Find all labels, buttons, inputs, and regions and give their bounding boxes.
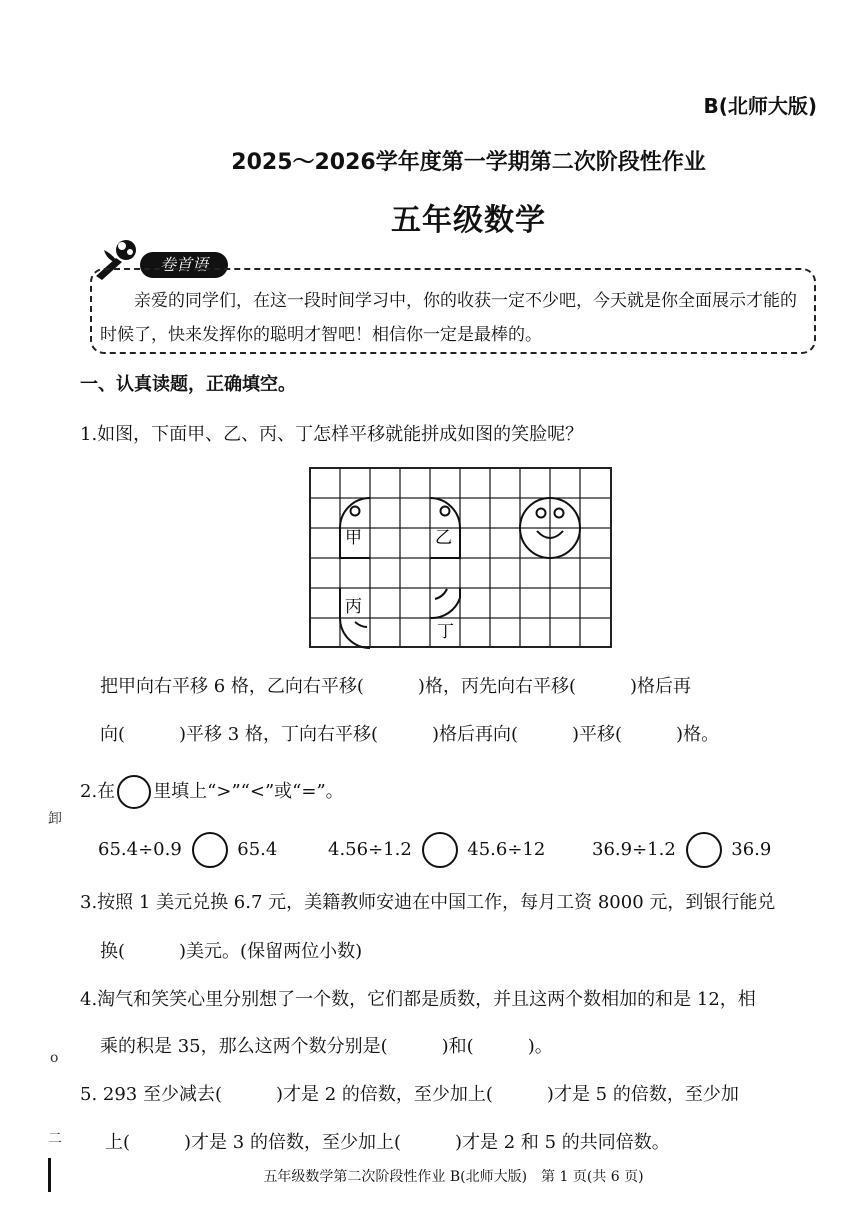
compare-item-1 [98, 832, 277, 868]
exam-title: 2025～2026学年度第一学期第二次阶段性作业 [231, 150, 706, 175]
compare-item-3 [592, 832, 771, 868]
compare-left: 65.4÷0.9 [98, 839, 182, 860]
compare-right: 45.6÷12 [467, 839, 546, 860]
answer-circle[interactable] [192, 832, 228, 868]
subject-title: 五年级数学 [391, 203, 546, 238]
margin-mark-a: 卸 [48, 811, 62, 827]
section-heading: 一、认真读题，正确填空。 [80, 374, 296, 395]
answer-circle[interactable] [422, 832, 458, 868]
margin-mark-c: 二 [48, 1131, 62, 1147]
question-4-line-1: 4.淘气和笑笑心里分别想了一个数，它们都是质数，并且这两个数相加的和是 12，相 [80, 989, 756, 1010]
question-1-line-2: 向( )平移 3 格，丁向右平移( )格后再向( )平移( )格。 [100, 724, 720, 745]
question-1-line-1: 把甲向右平移 6 格，乙向右平移( )格，丙先向右平移( )格后再 [100, 676, 691, 697]
compare-left: 36.9÷1.2 [592, 839, 676, 860]
question-2-prompt [80, 775, 344, 809]
blank-circle-icon [117, 775, 151, 809]
page-footer: 五年级数学第二次阶段性作业 B(北师大版) 第 1 页(共 6 页) [263, 1169, 644, 1185]
question-2-suffix: 里填上“>”“<”或“=”。 [153, 781, 344, 802]
label-bing: 丙 [345, 597, 362, 617]
smiley-grid-figure [309, 467, 613, 649]
preface-badge: 卷首语 [140, 252, 228, 278]
compare-right: 36.9 [731, 839, 772, 860]
edition-label: B(北师大版) [703, 94, 817, 118]
question-5-line-2: 上( )才是 3 的倍数，至少加上( )才是 2 和 5 的共同倍数。 [105, 1132, 670, 1153]
question-1-prompt: 1.如图，下面甲、乙、丙、丁怎样平移就能拼成如图的笑脸呢？ [80, 424, 584, 445]
margin-mark-b: o [50, 1050, 59, 1066]
question-3-line-1: 3.按照 1 美元兑换 6.7 元，美籍教师安迪在中国工作，每月工资 8000 元，到银行能兑 [80, 892, 776, 913]
question-4-line-2: 乘的积是 35，那么这两个数分别是( )和( )。 [100, 1036, 553, 1057]
label-ding: 丁 [437, 622, 454, 642]
question-3-line-2: 换( )美元。(保留两位小数) [100, 941, 363, 962]
piece-ding [430, 588, 460, 618]
question-5-line-1: 5. 293 至少减去( )才是 2 的倍数，至少加上( )才是 5 的倍数，至少加 [80, 1084, 739, 1105]
compare-left: 4.56÷1.2 [328, 839, 412, 860]
label-jia: 甲 [345, 528, 362, 548]
answer-circle[interactable] [686, 832, 722, 868]
label-yi: 乙 [435, 528, 452, 548]
compare-item-2 [328, 832, 545, 868]
preface-text: 亲爱的同学们，在这一段时间学习中，你的收获一定不少吧，今天就是你全面展示才能的时候了，快来发挥你的聪明才智吧！相信你一定是最棒的。 [100, 291, 797, 345]
compare-right: 65.4 [237, 839, 278, 860]
question-2-prefix: 2.在 [80, 781, 116, 802]
